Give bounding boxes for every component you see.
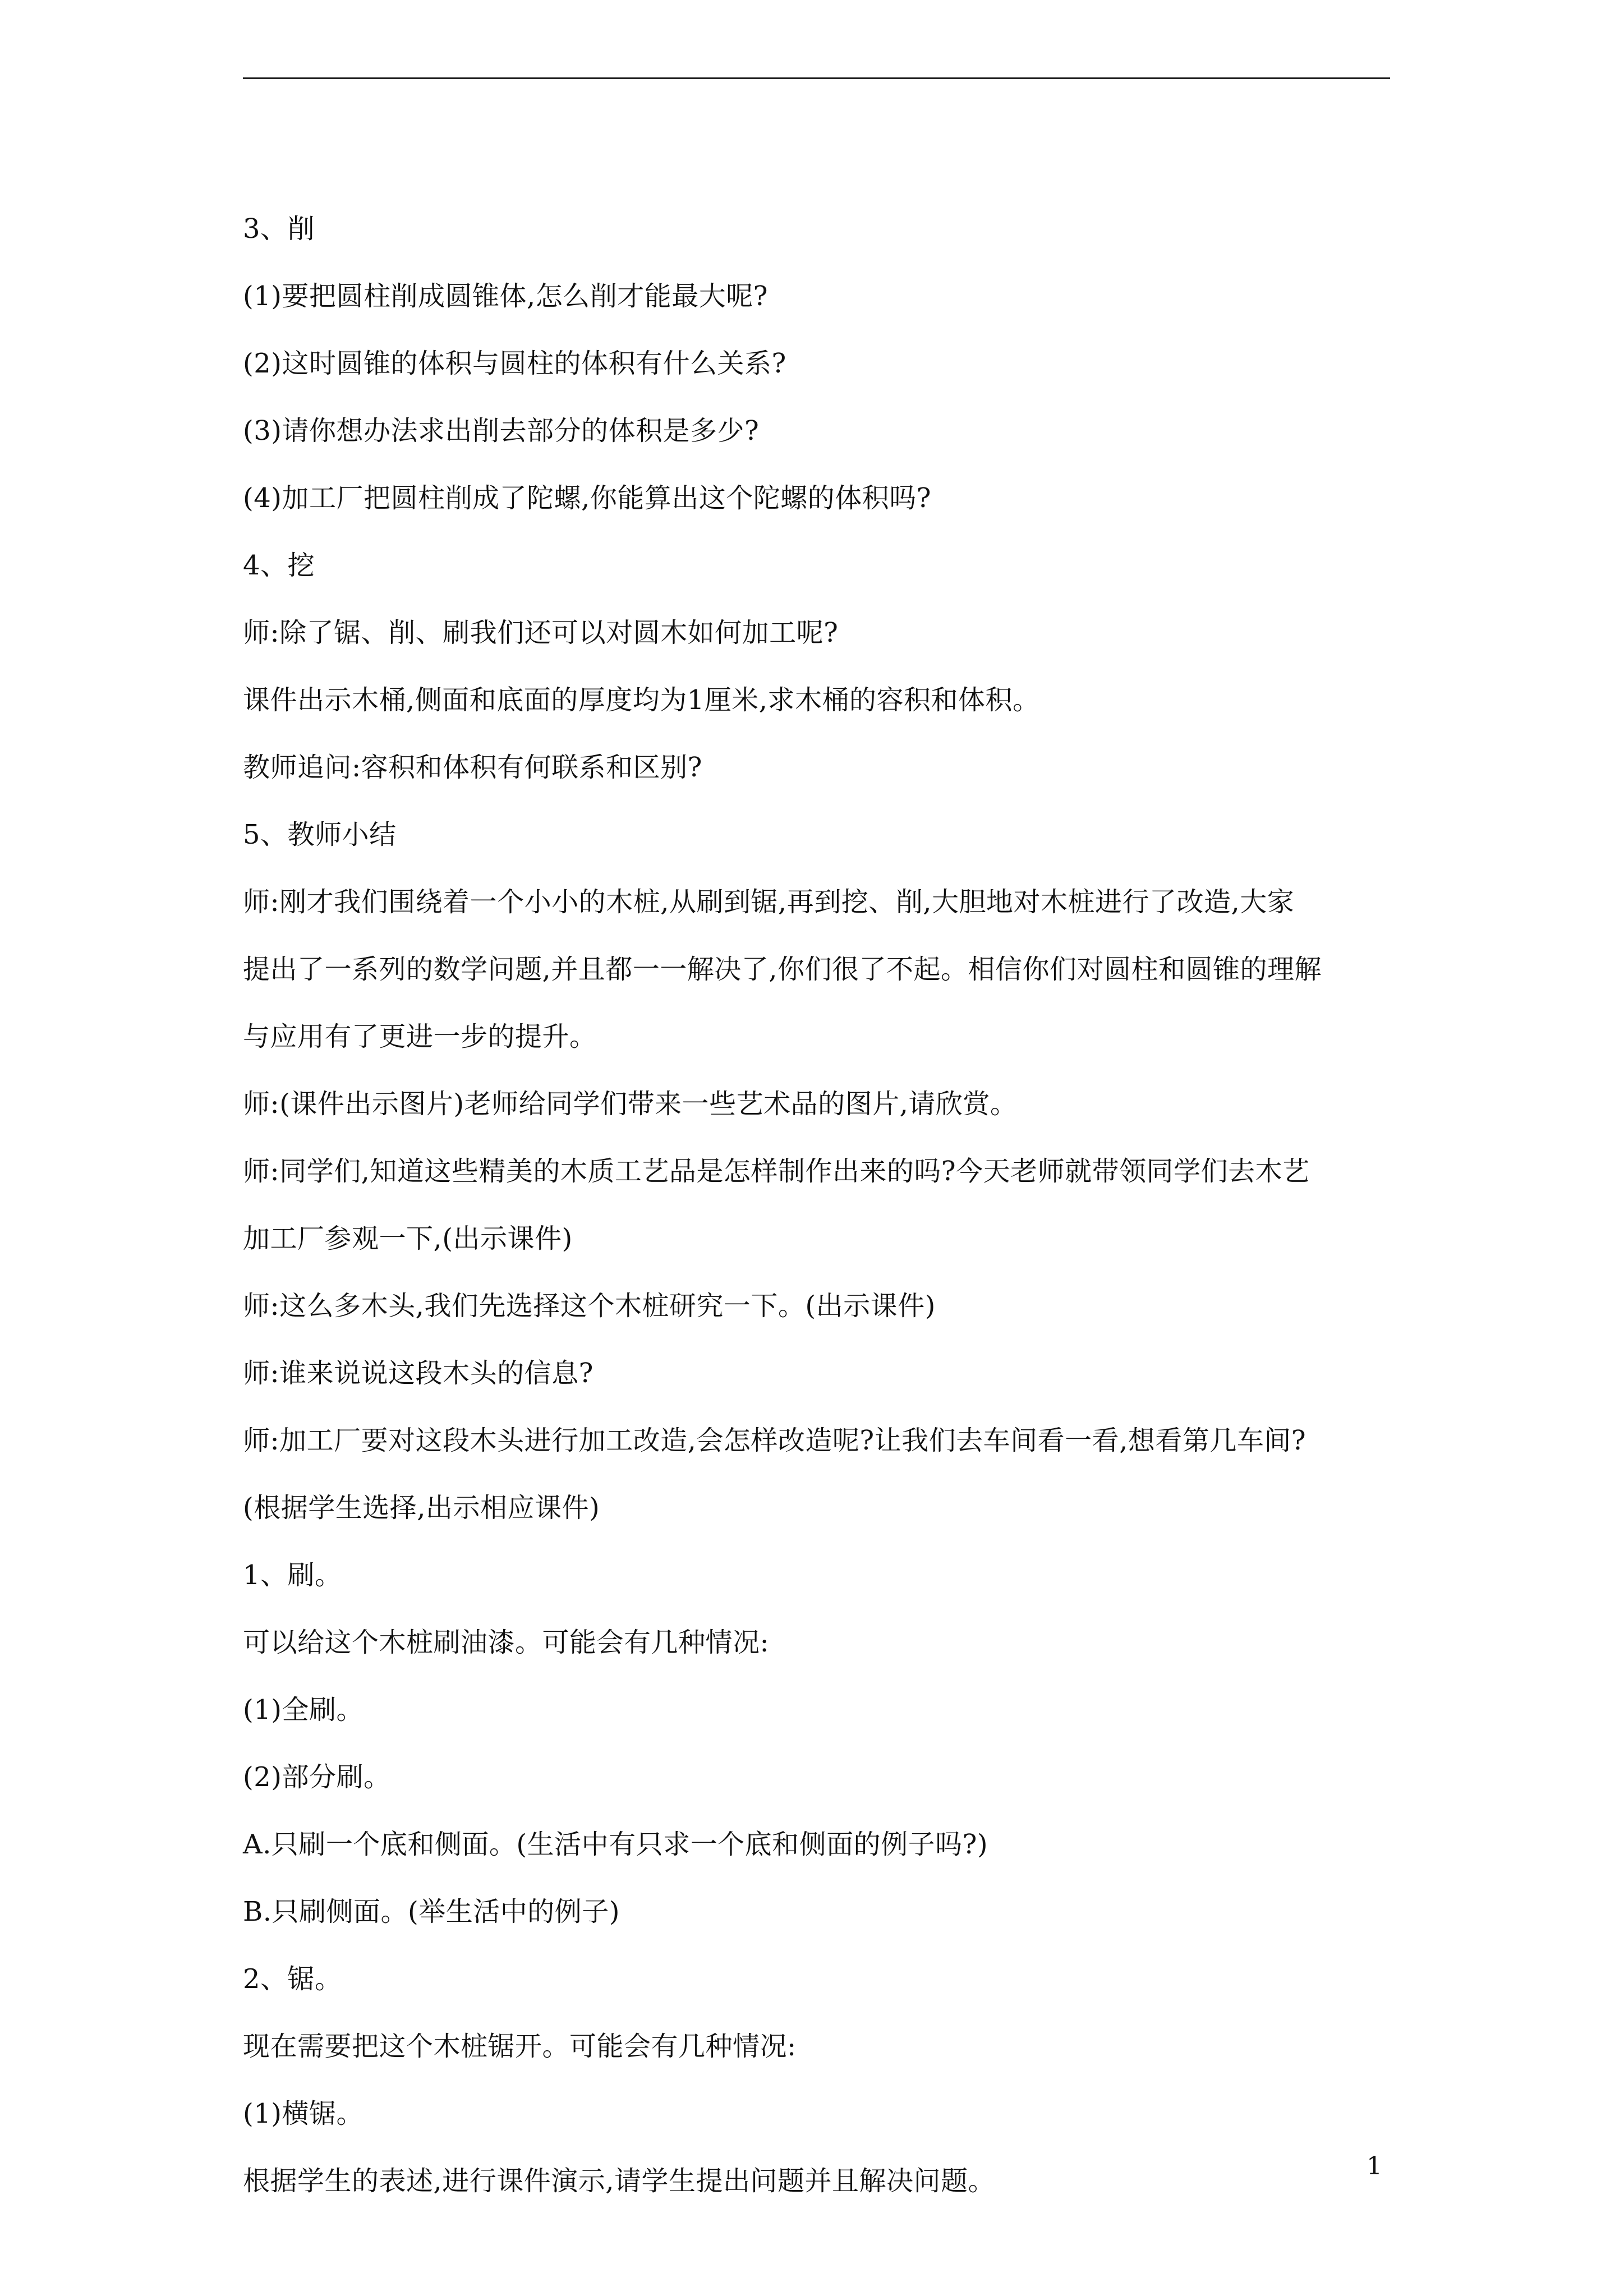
document-body: [243, 212, 1404, 2231]
page-number: 1: [1367, 2152, 1382, 2180]
text-line: 3、削: [243, 213, 315, 245]
text-line: 加工厂参观一下,(出示课件): [243, 1223, 573, 1254]
text-line: 师:加工厂要对这段木头进行加工改造,会怎样改造呢?让我们去车间看一看,想看第几车间?: [243, 1425, 1306, 1456]
text-line: 4、挖: [243, 550, 315, 581]
text-line: 与应用有了更进一步的提升。: [243, 1021, 597, 1052]
text-line: (1)全刷。: [243, 1694, 364, 1726]
text-line: 师:谁来说说这段木头的信息?: [243, 1358, 594, 1389]
text-line: (3)请你想办法求出削去部分的体积是多少?: [243, 415, 760, 447]
text-line: B.只刷侧面。(举生活中的例子): [243, 1896, 620, 1927]
text-line: 师:刚才我们围绕着一个小小的木桩,从刷到锯,再到挖、削,大胆地对木桩进行了改造,大家: [243, 886, 1295, 918]
text-line: 5、教师小结: [243, 819, 397, 850]
text-line: 现在需要把这个木桩锯开。可能会有几种情况:: [243, 2031, 797, 2062]
text-line: A.只刷一个底和侧面。(生活中有只求一个底和侧面的例子吗?): [243, 1829, 988, 1860]
text-line: 教师追问:容积和体积有何联系和区别?: [243, 752, 702, 783]
text-line: (1)要把圆柱削成圆锥体,怎么削才能最大呢?: [243, 280, 768, 312]
text-line: (4)加工厂把圆柱削成了陀螺,你能算出这个陀螺的体积吗?: [243, 482, 931, 514]
text-line: 可以给这个木桩刷油漆。可能会有几种情况:: [243, 1627, 770, 1658]
text-line: 师:除了锯、削、刷我们还可以对圆木如何加工呢?: [243, 617, 839, 648]
text-line: (1)横锯。: [243, 2098, 364, 2129]
text-line: 师:同学们,知道这些精美的木质工艺品是怎样制作出来的吗?今天老师就带领同学们去木艺: [243, 1156, 1310, 1187]
text-line: 课件出示木桶,侧面和底面的厚度均为1厘米,求木桶的容积和体积。: [243, 684, 1040, 716]
text-line: 根据学生的表述,进行课件演示,请学生提出问题并且解决问题。: [243, 2165, 996, 2197]
text-line: 2、锯。: [243, 1963, 342, 1995]
text-line: (根据学生选择,出示相应课件): [243, 1492, 600, 1524]
text-line: 提出了一系列的数学问题,并且都一一解决了,你们很了不起。相信你们对圆柱和圆锥的理解: [243, 954, 1322, 985]
text-line: (2)部分刷。: [243, 1761, 391, 1793]
text-line: 师:这么多木头,我们先选择这个木桩研究一下。(出示课件): [243, 1290, 936, 1322]
text-line: 师:(课件出示图片)老师给同学们带来一些艺术品的图片,请欣赏。: [243, 1088, 1018, 1120]
header-rule: [243, 77, 1390, 79]
text-line: (2)这时圆锥的体积与圆柱的体积有什么关系?: [243, 348, 786, 379]
text-line: 1、刷。: [243, 1559, 342, 1591]
